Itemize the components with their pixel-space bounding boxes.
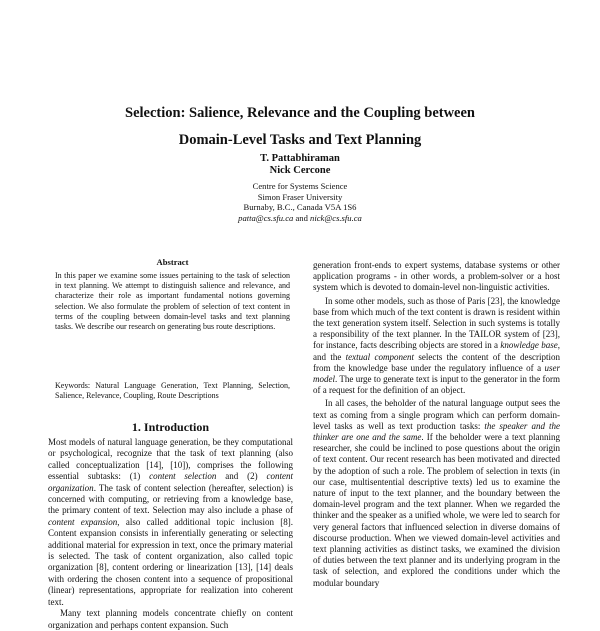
paragraph: generation front-ends to expert systems, database systems or other application programs - in other words, a problem-solver or a host system which is devoted to domain-level non-linguistic activities. — [313, 260, 560, 293]
text-run: and (2) — [216, 471, 267, 482]
emphasis: user model — [313, 362, 560, 385]
paragraph — [48, 437, 293, 608]
author-name: Nick Cercone — [269, 165, 331, 176]
affiliation-emails — [0, 213, 600, 224]
keywords-label: Keywords: — [55, 381, 91, 390]
text-run: , and the — [313, 340, 560, 362]
affiliation — [0, 181, 600, 223]
affiliation-centre: Centre for Systems Science — [252, 181, 348, 191]
text-run: In all cases, the beholder of the natural language output sees the text as coming from a single program which can perform domain-level tasks as well as text production tasks: — [313, 398, 560, 431]
abstract-heading: Abstract — [156, 257, 189, 267]
emphasis: knowledge base — [500, 340, 558, 351]
emphasis: content organization — [48, 471, 293, 493]
paragraph — [313, 398, 560, 588]
right-column — [313, 260, 560, 589]
affiliation-university: Simon Fraser University — [257, 191, 343, 202]
emphasis: textual component — [345, 351, 414, 362]
keywords-text: Natural Language Generation, Text Planning, Selection, Salience, Relevance, Coupling, Route Descriptions — [55, 381, 290, 401]
author-name: T. Pattabhiraman — [260, 153, 340, 164]
email-address: nick@cs.sfu.ca — [310, 212, 362, 223]
text-run: Most models of natural language generation, be they computational or psychological, recognize that the task of text planning (also called conceptualization [14], [10]), comprises the following essential subtasks: (1) — [48, 437, 293, 482]
text-run: , also called additional topic inclusion [8]. Content expansion consists in inferentially generating or selecting additional material for expression in text, once the primary material is selected. The task of content organization, also called topic organization [8], content ordering or linearization [13], [14] deals with ordering the chosen content into a sequence of propositional (linear) representations, appropriate for realization into coherent text. — [48, 516, 293, 607]
text-run: . The task of content selection (hereafter, selection) is concerned with computing, or retrieving from a knowledge base, the primary content of text. Selection may also include a phase of — [48, 482, 293, 516]
paragraph: Many text planning models concentrate chiefly on content organization and perhaps content expansion. Such — [48, 608, 293, 630]
emphasis: content selection — [149, 471, 217, 482]
emphasis: the speaker and the thinker are one and the same — [313, 420, 561, 443]
keywords — [55, 381, 290, 401]
text-run: selects the content of the description from the knowledge base under the regulatory influence of a — [313, 351, 560, 373]
authors — [0, 153, 600, 177]
emphasis: content expansion — [48, 516, 118, 527]
email-joiner: and — [293, 212, 311, 223]
text-run: . The urge to generate text is input to the generator in the form of a request for the definition of an object. — [313, 374, 560, 396]
paragraph — [313, 296, 560, 397]
title-line-2: Domain-Level Tasks and Text Planning — [178, 132, 422, 148]
section-heading: 1. Introduction — [131, 420, 210, 434]
text-run: . If the beholder were a text planning researcher, she could be inclined to pose questions about the origin of text content. Our recent research has been motivated and directed by the adoption of such a role. The problem of selection in texts (in our case, multisentential descriptive texts) led us to examine the nature of input to the text planner, and the boundary between the domain-level program and the text planner. When we regarded the thinker and the speaker as a unified whole, we were led to search for very general factors that influenced selection in diverse domains of discourse production. When we viewed domain-level activities and text planning activities as distinct tasks, we examined the division of duties between the text planner and its underlying program in the task of selection, and explored the conditions under which the modular boundary — [313, 432, 560, 588]
abstract-text: In this paper we examine some issues pertaining to the task of selection in text planning. We attempt to distinguish salience and relevance, and characterize their role as important fundamental notions governing selection. We also formulate the problem of selection of text content in terms of the coupling between domain-level tasks and text planning tasks. We describe our research on generating bus route descriptions. — [55, 271, 290, 332]
affiliation-address: Burnaby, B.C., Canada V5A 1S6 — [243, 202, 357, 212]
title-line-1: Selection: Salience, Relevance and the Coupling between — [125, 105, 475, 121]
email-address: patta@cs.sfu.ca — [238, 212, 294, 223]
text-run: In some other models, such as those of Paris [23], the knowledge base from which much of the text content is drawn is resident within the text generation system itself. Selection in such systems is totally a responsibility of the text planner. In the TAILOR system of [23], for instance, facts describing objects are stored in a — [313, 295, 560, 351]
introduction-body — [48, 437, 293, 631]
